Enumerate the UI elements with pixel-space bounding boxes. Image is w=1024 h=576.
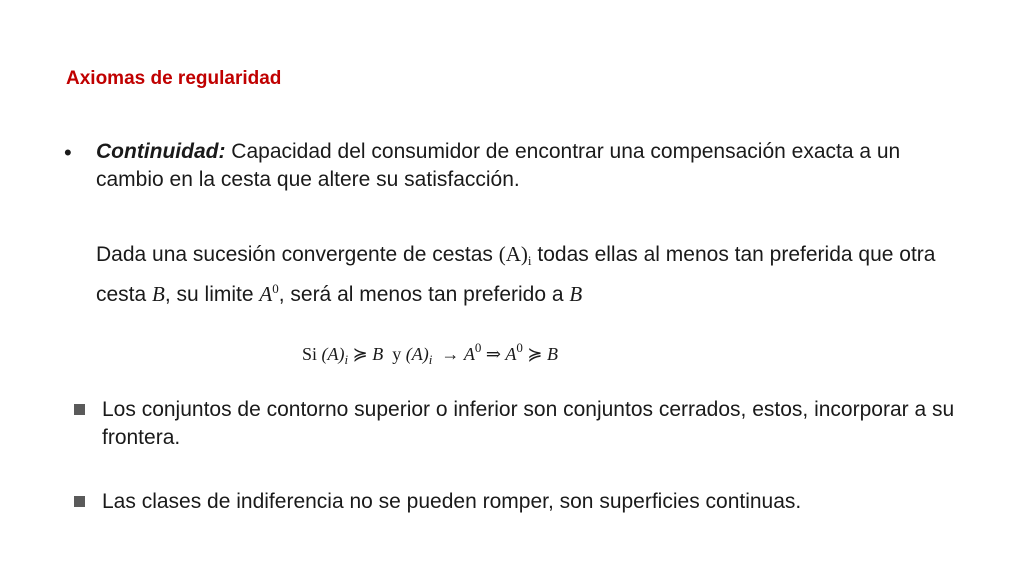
basket-B: B — [152, 282, 165, 306]
square-bullet-icon — [74, 404, 85, 415]
formula-B-1: B — [372, 344, 384, 364]
sequence-symbol — [499, 242, 532, 266]
square-bullet-icon — [74, 496, 85, 507]
formula-sup-1: 0 — [474, 340, 482, 355]
formula-A-2: A — [505, 344, 517, 364]
continuity-term: Continuidad: — [96, 140, 226, 163]
formula-B-2: B — [547, 344, 559, 364]
formula-sup-2: 0 — [516, 340, 523, 355]
formula-seq-1: (A) — [321, 344, 345, 364]
continuity-text: Capacidad del consumidor de encontrar una compensación exacta a un cambio en la cesta que altere su satisfacción. — [96, 140, 901, 191]
formula-si: Si — [302, 344, 322, 364]
formula-sub-1: i — [344, 352, 349, 367]
sequence-subscript: i — [527, 253, 532, 268]
limit-superscript: 0 — [272, 281, 279, 296]
formula-A-1: A — [463, 344, 475, 364]
bullet-marker: • — [64, 140, 72, 165]
formula-seq-2: (A) — [405, 344, 429, 364]
convergence-text-4: , será al menos tan preferido a — [278, 283, 570, 306]
formula-sub-2: i — [428, 352, 433, 367]
indifference-paragraph: Las clases de indiferencia no se pueden romper, son superficies continuas. — [102, 490, 802, 513]
continuity-paragraph — [96, 138, 956, 194]
convergence-text-1: Dada una sucesión convergente de cestas — [96, 243, 499, 266]
convergence-paragraph — [96, 240, 956, 309]
formula-arrow: → — [432, 344, 464, 364]
limit-A: A — [259, 282, 273, 306]
closed-sets-paragraph: Los conjuntos de contorno superior o inferior son conjuntos cerrados, estos, incorporar a su frontera. — [102, 398, 955, 449]
formula-pref-2: ≽ — [522, 344, 548, 364]
basket-B-2: B — [569, 282, 583, 306]
convergence-text-3: , su limite — [164, 283, 260, 306]
formula-implies: ⇒ — [481, 344, 506, 364]
continuity-formula — [302, 340, 558, 368]
formula-y: y — [383, 344, 406, 364]
slide-title: Axiomas de regularidad — [66, 68, 282, 89]
convergence-text-2: todas ellas al menos tan preferida que otra cesta — [96, 243, 936, 306]
sequence-A: (A) — [498, 242, 528, 266]
formula-pref-1: ≽ — [348, 344, 373, 364]
